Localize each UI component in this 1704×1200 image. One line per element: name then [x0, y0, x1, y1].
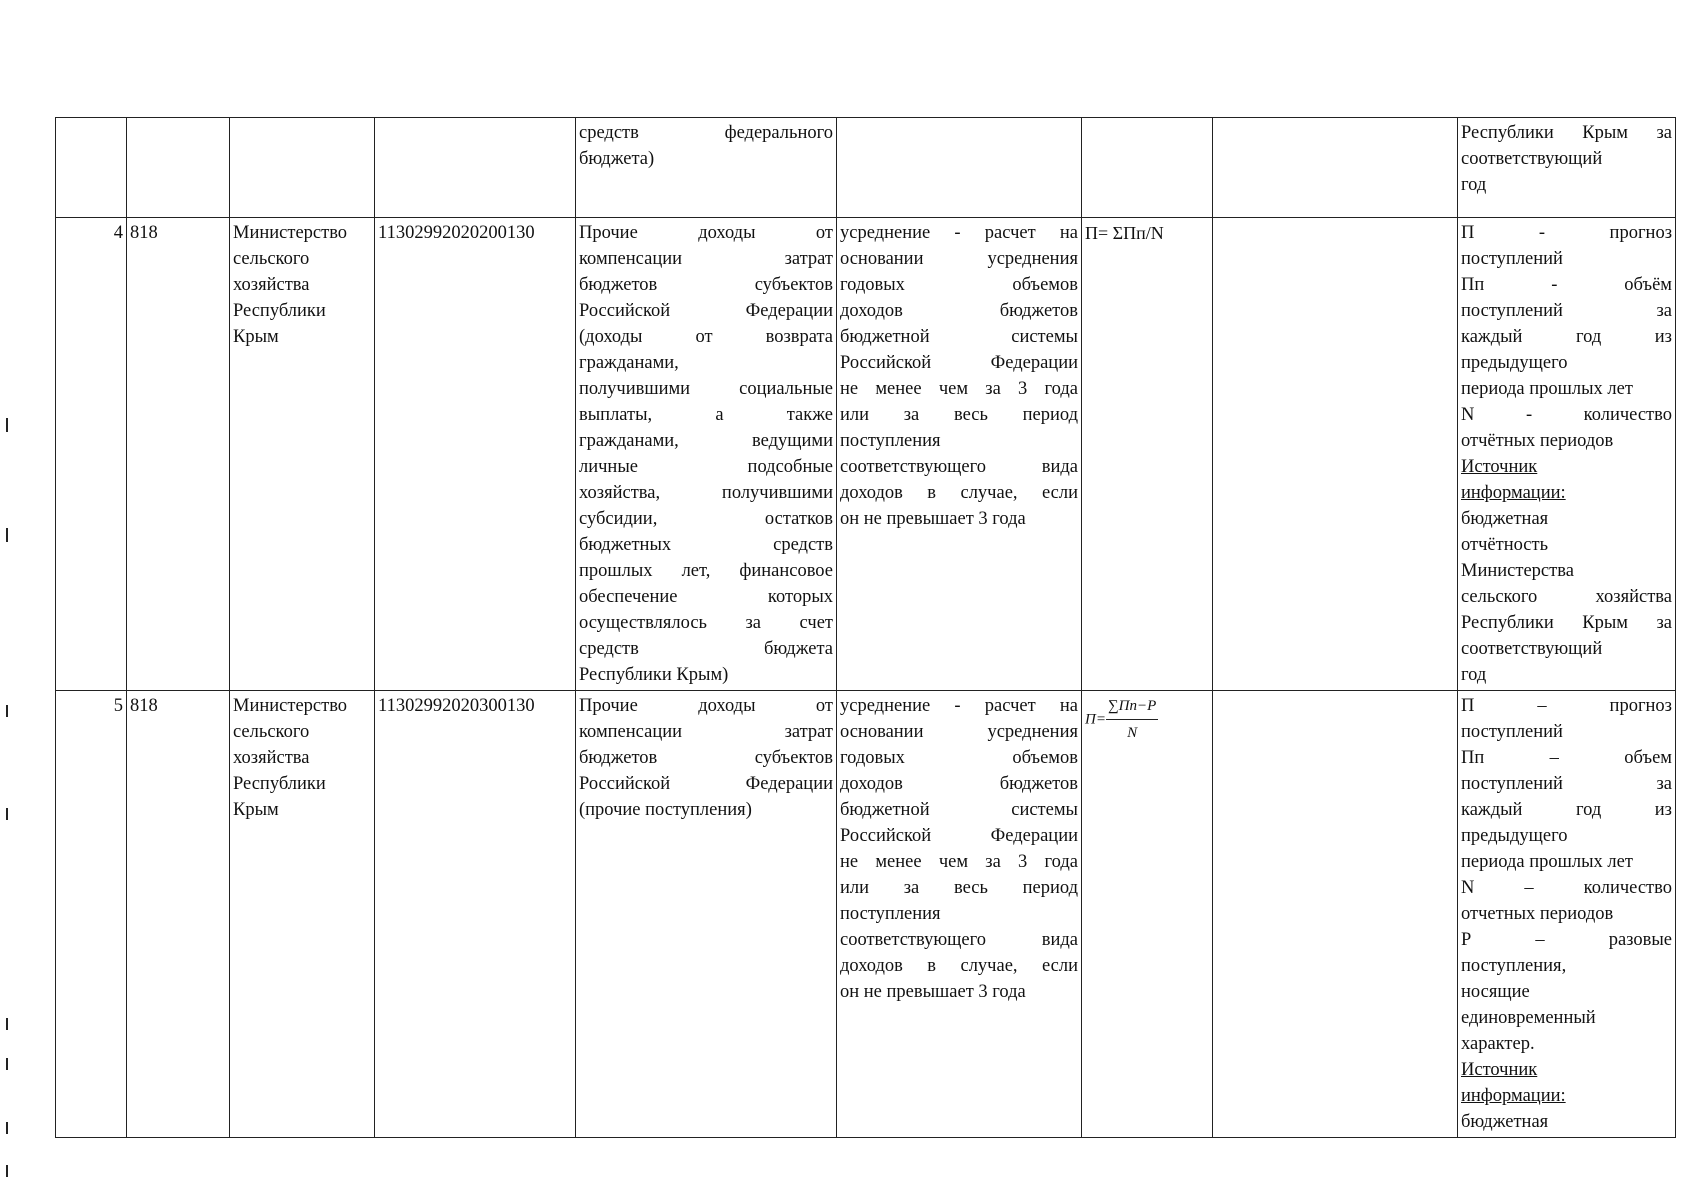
text-line: Российской Федерации: [840, 353, 1078, 373]
admin-code: 818: [127, 691, 230, 1138]
text-line: Министерства: [1461, 561, 1574, 581]
row-number: 4: [56, 218, 127, 691]
text-line: поступлений за: [1461, 301, 1672, 321]
notes: [1458, 118, 1676, 218]
text-line: Республики Крым за: [1461, 123, 1672, 143]
text-line: Республики Крым): [579, 665, 729, 685]
formula: [1082, 691, 1213, 1138]
text-line: усреднение - расчет на: [840, 223, 1078, 243]
text-line: бюджетной системы: [840, 327, 1078, 347]
text-line: П – прогноз: [1461, 696, 1672, 716]
admin-code: [127, 118, 230, 218]
scan-mark: [6, 418, 8, 432]
scan-mark: [6, 528, 8, 542]
source-label: Источник: [1461, 457, 1538, 477]
text-line: не менее чем за 3 года: [840, 379, 1078, 399]
formula-fraction: [1106, 693, 1158, 746]
text-line: обеспечение которых: [579, 587, 833, 607]
text-line: периода прошлых лет: [1461, 852, 1633, 872]
income-name: [576, 218, 837, 691]
text-line: поступлений за: [1461, 774, 1672, 794]
text-line: средств федерального: [579, 123, 833, 143]
text-line: соответствующего вида: [840, 457, 1078, 477]
text-line: предыдущего: [1461, 826, 1568, 846]
text-line: доходов в случае, если: [840, 483, 1078, 503]
text-line: Р – разовые: [1461, 930, 1672, 950]
notes: [1458, 218, 1676, 691]
formula-lhs: П=: [1085, 711, 1106, 728]
text-line: прошлых лет, финансовое: [579, 561, 833, 581]
text-line: каждый год из: [1461, 800, 1672, 820]
text-line: (доходы от возврата: [579, 327, 833, 347]
text-line: получившими социальные: [579, 379, 833, 399]
text-line: поступления: [840, 904, 941, 924]
text-line: каждый год из: [1461, 327, 1672, 347]
formula-denominator: N: [1127, 725, 1138, 741]
text-line: отчётность: [1461, 535, 1549, 555]
text-line: бюджетных средств: [579, 535, 833, 555]
text-line: гражданами,: [579, 353, 679, 373]
text-line: Российской Федерации: [579, 301, 833, 321]
text-line: компенсации затрат: [579, 249, 833, 269]
calc-method: [837, 218, 1082, 691]
text-line: гражданами, ведущими: [579, 431, 833, 451]
text-line: он не превышает 3 года: [840, 982, 1026, 1002]
formula: [1082, 118, 1213, 218]
scan-mark: [6, 1165, 8, 1177]
text-line: отчетных периодов: [1461, 904, 1614, 924]
text-line: годовых объемов: [840, 748, 1078, 768]
text-line: или за весь период: [840, 878, 1078, 898]
text-line: не менее чем за 3 года: [840, 852, 1078, 872]
scan-mark: [6, 808, 8, 820]
table-row: [56, 218, 1676, 691]
text-line: бюджета): [579, 149, 655, 169]
text-line: сельского хозяйства: [1461, 587, 1672, 607]
income-name: [576, 691, 837, 1138]
text-line: поступления,: [1461, 956, 1567, 976]
text-line: поступления: [840, 431, 941, 451]
administrator-name: [230, 118, 375, 218]
text-line: бюджетная: [1461, 509, 1549, 529]
administrator-name: Министерство сельского хозяйства Республики Крым: [230, 218, 375, 691]
text-line: соответствующий: [1461, 149, 1603, 169]
text-line: год: [1461, 665, 1487, 685]
text-line: характер.: [1461, 1034, 1535, 1054]
kbk-code: [375, 118, 576, 218]
scan-mark: [6, 705, 8, 717]
admin-code: 818: [127, 218, 230, 691]
text-line: предыдущего: [1461, 353, 1568, 373]
text-line: бюджетов субъектов: [579, 748, 833, 768]
scan-mark: [6, 1058, 8, 1070]
calc-method: [837, 118, 1082, 218]
text-line: средств бюджета: [579, 639, 833, 659]
text-line: соответствующего вида: [840, 930, 1078, 950]
text-line: N - количество: [1461, 405, 1672, 425]
text-line: бюджетной системы: [840, 800, 1078, 820]
text-line: бюджетная: [1461, 1112, 1549, 1132]
text-line: отчётных периодов: [1461, 431, 1614, 451]
table-row: [56, 118, 1676, 218]
source-label: информации:: [1461, 483, 1566, 503]
table-row: [56, 691, 1676, 1138]
formula-numerator: ∑Пп−Р: [1106, 693, 1158, 720]
text-line: Пп – объем: [1461, 748, 1672, 768]
text-line: N – количество: [1461, 878, 1672, 898]
income-name: [576, 118, 837, 218]
text-line: год: [1461, 175, 1487, 195]
text-line: субсидии, остатков: [579, 509, 833, 529]
text-line: Прочие доходы от: [579, 696, 833, 716]
scan-mark: [6, 1122, 8, 1134]
text-line: носящие: [1461, 982, 1530, 1002]
text-line: Прочие доходы от: [579, 223, 833, 243]
source-label: информации:: [1461, 1086, 1566, 1106]
text-line: он не превышает 3 года: [840, 509, 1026, 529]
text-line: соответствующий: [1461, 639, 1603, 659]
empty-cell: [1213, 218, 1458, 691]
notes: [1458, 691, 1676, 1138]
text-line: поступлений: [1461, 722, 1563, 742]
text-line: Российской Федерации: [579, 774, 833, 794]
kbk-code: 11302992020300130: [375, 691, 576, 1138]
kbk-code: 11302992020200130: [375, 218, 576, 691]
text-line: компенсации затрат: [579, 722, 833, 742]
text-line: основании усреднения: [840, 249, 1078, 269]
text-line: (прочие поступления): [579, 800, 752, 820]
text-line: единовременный: [1461, 1008, 1596, 1028]
text-line: доходов бюджетов: [840, 774, 1078, 794]
text-line: усреднение - расчет на: [840, 696, 1078, 716]
calc-method: [837, 691, 1082, 1138]
row-number: 5: [56, 691, 127, 1138]
text-line: доходов бюджетов: [840, 301, 1078, 321]
empty-cell: [1213, 118, 1458, 218]
text-line: хозяйства, получившими: [579, 483, 833, 503]
text-line: или за весь период: [840, 405, 1078, 425]
text-line: периода прошлых лет: [1461, 379, 1633, 399]
empty-cell: [1213, 691, 1458, 1138]
text-line: личные подсобные: [579, 457, 833, 477]
text-line: годовых объемов: [840, 275, 1078, 295]
text-line: выплаты, а также: [579, 405, 833, 425]
administrator-name: Министерство сельского хозяйства Республики Крым: [230, 691, 375, 1138]
text-line: основании усреднения: [840, 722, 1078, 742]
revenue-methodology-table: [55, 117, 1676, 1138]
text-line: Республики Крым за: [1461, 613, 1672, 633]
text-line: доходов в случае, если: [840, 956, 1078, 976]
text-line: П - прогноз: [1461, 223, 1672, 243]
text-line: поступлений: [1461, 249, 1563, 269]
text-line: Российской Федерации: [840, 826, 1078, 846]
text-line: Пп - объём: [1461, 275, 1672, 295]
text-line: бюджетов субъектов: [579, 275, 833, 295]
row-number: [56, 118, 127, 218]
text-line: осуществлялось за счет: [579, 613, 833, 633]
scan-mark: [6, 1018, 8, 1030]
formula: П= ΣПп/N: [1082, 218, 1213, 691]
source-label: Источник: [1461, 1060, 1538, 1080]
